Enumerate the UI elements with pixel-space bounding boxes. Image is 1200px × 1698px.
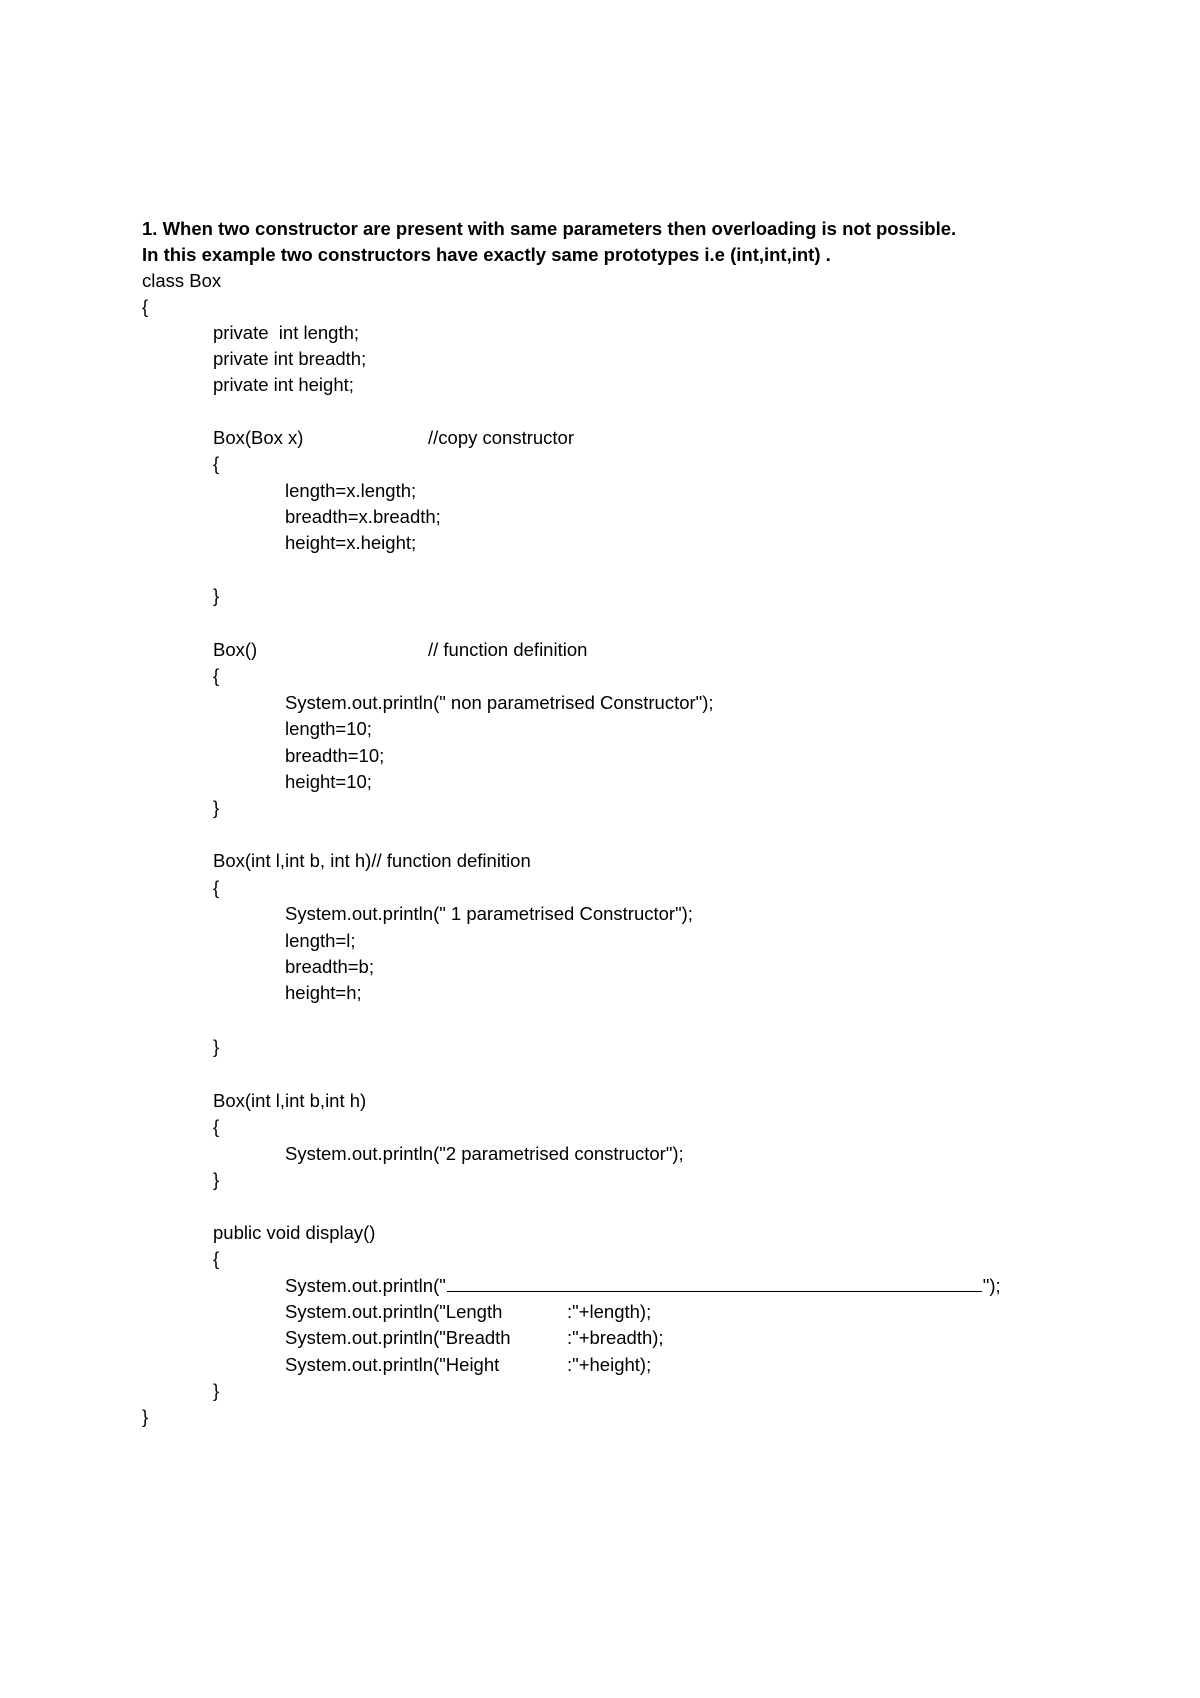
param-constructor-1-close-brace: }: [213, 1036, 220, 1057]
param-constructor-1-body-line: breadth=b;: [285, 956, 374, 977]
param-constructor-2-body-line: System.out.println("2 parametrised constructor");: [285, 1143, 684, 1164]
param-constructor-2-open-brace: {: [213, 1116, 220, 1137]
class-close-brace: }: [142, 1406, 149, 1427]
copy-constructor-body-line: height=x.height;: [285, 532, 417, 553]
param-constructor-1-body-line: length=l;: [285, 930, 356, 951]
param-constructor-1-open-brace: {: [213, 877, 220, 898]
field-height: private int height;: [213, 374, 354, 395]
heading-line-1: 1. When two constructor are present with same parameters then overloading is not possible.: [142, 218, 957, 239]
param-constructor-2-close-brace: }: [213, 1169, 220, 1190]
default-constructor-body-line: System.out.println(" non parametrised Constructor");: [285, 692, 714, 713]
display-method-close-brace: }: [213, 1380, 220, 1401]
copy-constructor-comment: //copy constructor: [428, 427, 575, 448]
display-method-open-brace: {: [213, 1248, 220, 1269]
display-row-label: System.out.println("Height: [285, 1354, 500, 1375]
copy-constructor-body-line: length=x.length;: [285, 480, 417, 501]
separator-suffix: ");: [982, 1275, 1001, 1296]
param-constructor-1-body-line: height=h;: [285, 982, 362, 1003]
default-constructor-comment: // function definition: [428, 639, 588, 660]
default-constructor-body-line: height=10;: [285, 771, 372, 792]
display-row-value: :"+breadth);: [567, 1327, 664, 1348]
class-declaration: class Box: [142, 270, 222, 291]
separator-prefix: System.out.println(": [285, 1275, 446, 1296]
display-method-signature: public void display(): [213, 1222, 376, 1243]
separator-underline: [447, 1273, 982, 1292]
copy-constructor-body-line: breadth=x.breadth;: [285, 506, 441, 527]
heading-line-2: In this example two constructors have exactly same prototypes i.e (int,int,int) .: [142, 244, 831, 265]
default-constructor-body-line: length=10;: [285, 718, 372, 739]
display-row-label: System.out.println("Length: [285, 1301, 503, 1322]
copy-constructor-close-brace: }: [213, 585, 220, 606]
default-constructor-close-brace: }: [213, 797, 220, 818]
class-open-brace: {: [142, 296, 149, 317]
param-constructor-1-signature: Box(int l,int b, int h)// function definition: [213, 850, 531, 871]
display-row-value: :"+length);: [567, 1301, 652, 1322]
field-length: private int length;: [213, 322, 360, 343]
display-row-label: System.out.println("Breadth: [285, 1327, 511, 1348]
default-constructor-open-brace: {: [213, 665, 220, 686]
copy-constructor-signature: Box(Box x): [213, 427, 304, 448]
param-constructor-1-body-line: System.out.println(" 1 parametrised Constructor");: [285, 903, 693, 924]
display-separator-line: [285, 1273, 1001, 1299]
param-constructor-2-signature: Box(int l,int b,int h): [213, 1090, 367, 1111]
copy-constructor-open-brace: {: [213, 453, 220, 474]
display-row-value: :"+height);: [567, 1354, 652, 1375]
default-constructor-body-line: breadth=10;: [285, 745, 385, 766]
field-breadth: private int breadth;: [213, 348, 367, 369]
default-constructor-signature: Box(): [213, 639, 258, 660]
